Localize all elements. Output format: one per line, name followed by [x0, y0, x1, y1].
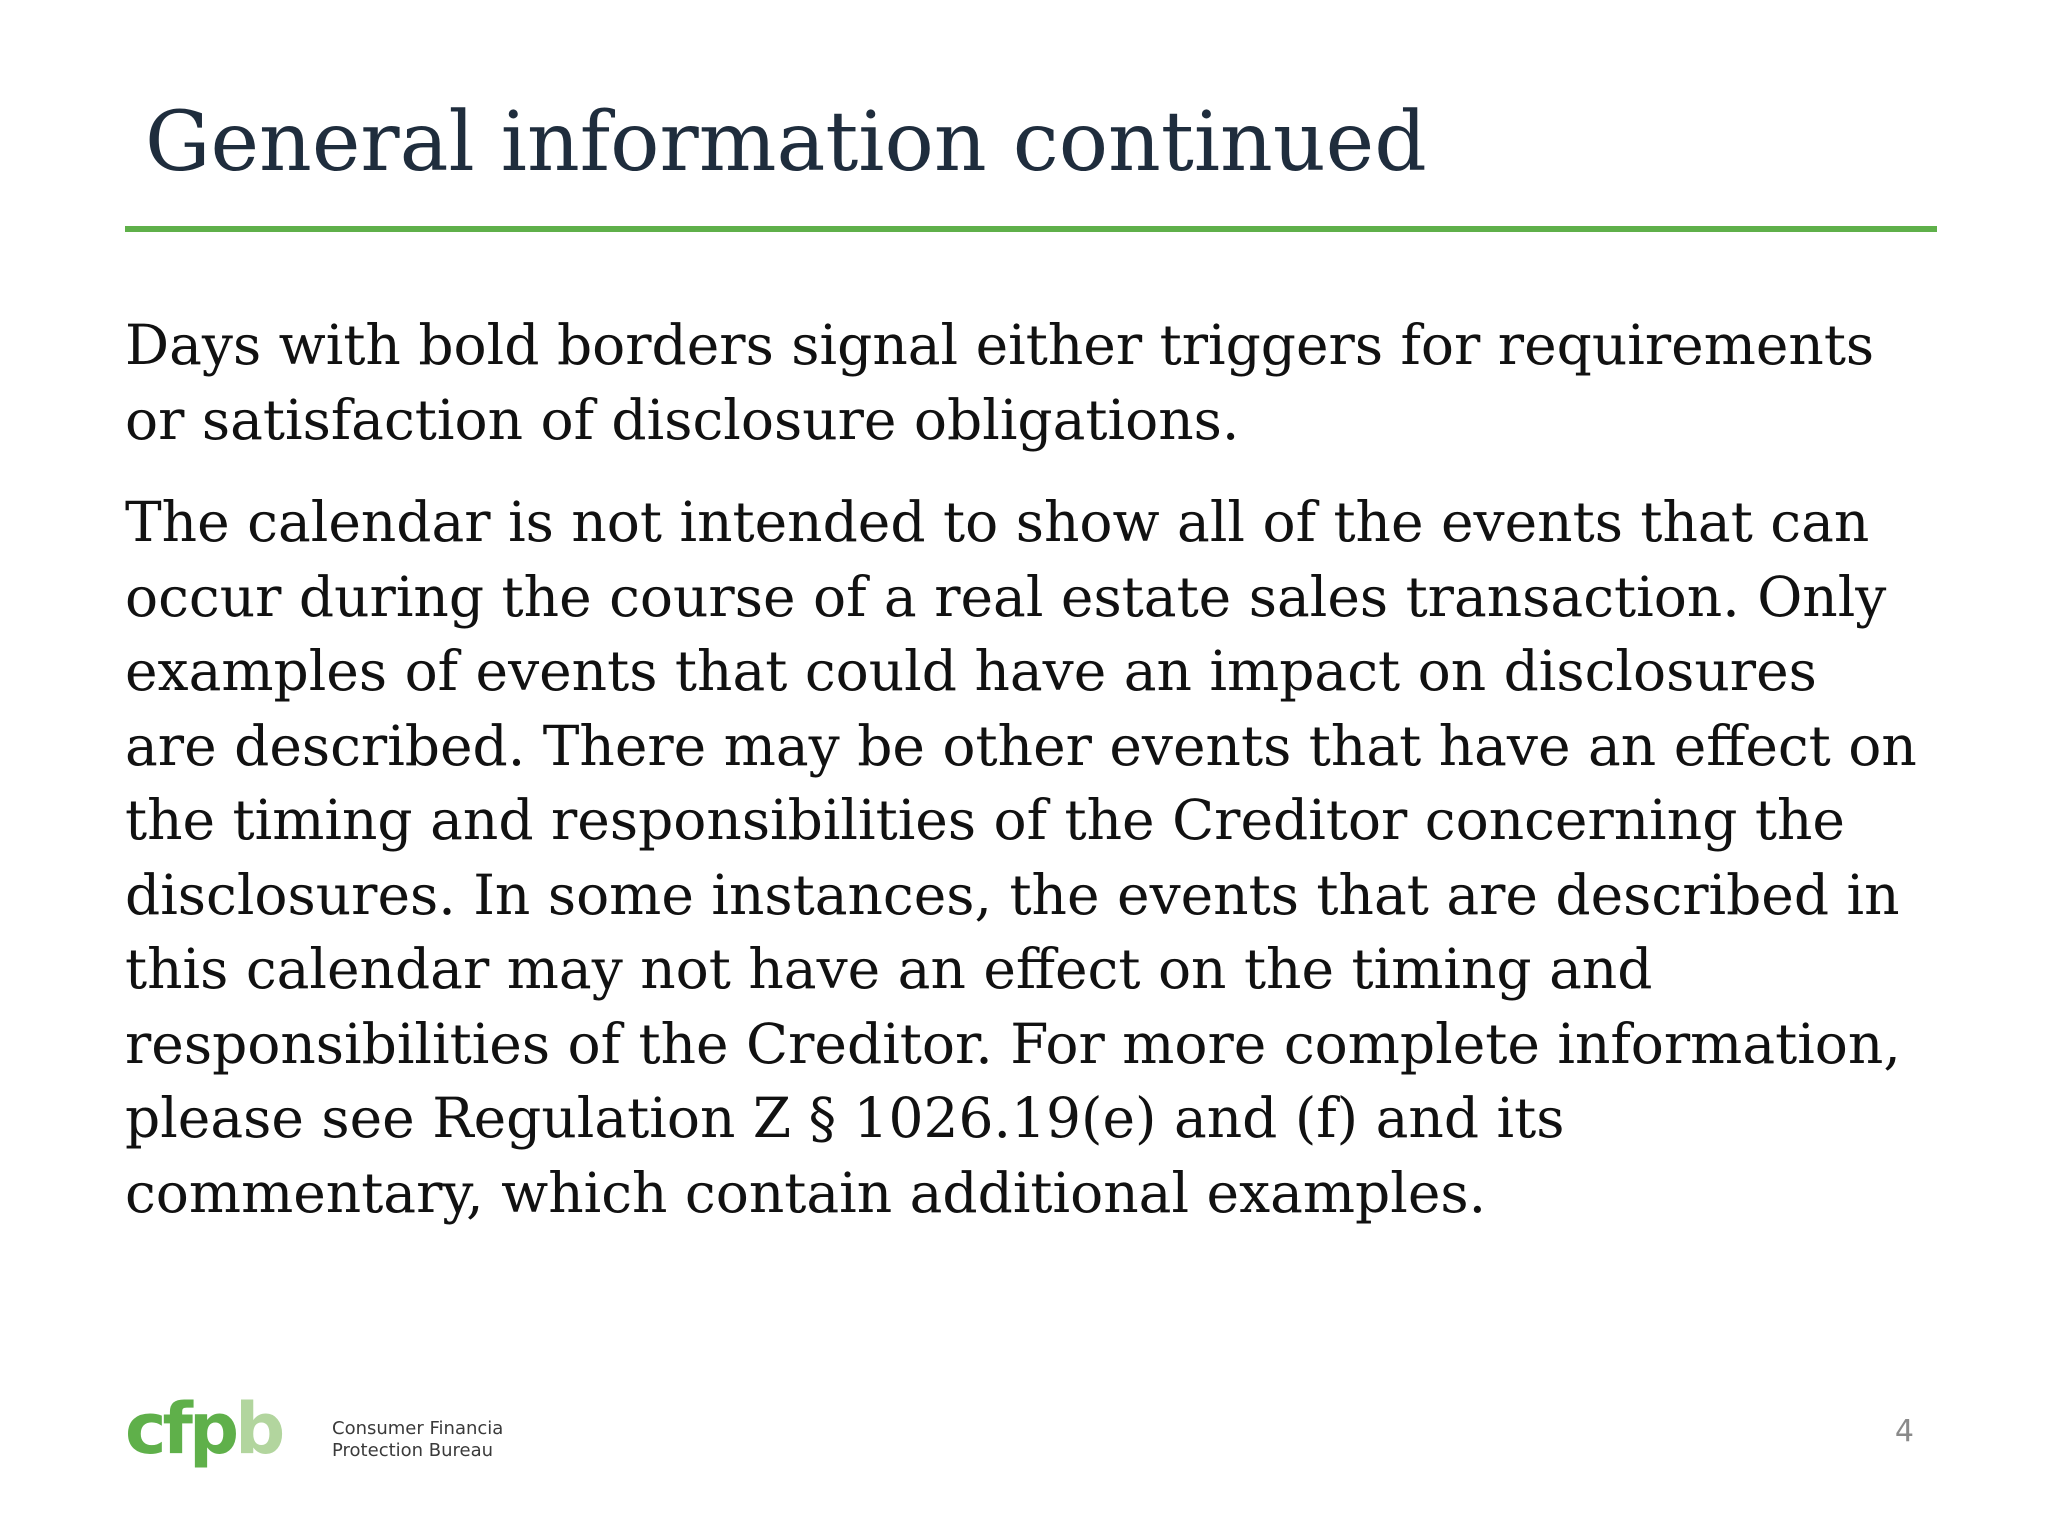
slide-title: General information continued — [145, 95, 1427, 190]
body-paragraph-1: Days with bold borders signal either triggers for requirements or satisfaction of disclosure obligations. — [125, 313, 1875, 452]
page-number: 4 — [1894, 1414, 1914, 1449]
cfpb-logo-wordmark — [332, 1418, 503, 1462]
slide-body — [125, 308, 1925, 1230]
logo-line-2: Protection Bureau — [332, 1440, 494, 1461]
cfpb-logo-mark-icon — [125, 1395, 310, 1485]
cfpb-logo — [125, 1390, 503, 1490]
svg-text:cfpb: cfpb — [125, 1395, 282, 1470]
body-paragraph-2: The calendar is not intended to show all of the events that can occur during the course of a real estate sales transaction. Only examples of events that could have an impact on disclosures are described. There may be other events that have an effect on the timing and responsibilities of the Creditor concerning the disclosures. In some instances, the events that are described in this calendar may not have an effect on the timing and responsibilities of the Creditor. For more complete information, please see Regulation Z § 1026.19(e) and (f) and its commentary, which contain additional examples. — [125, 490, 1917, 1225]
title-divider — [125, 226, 1937, 232]
logo-line-1: Consumer Financia — [332, 1418, 504, 1439]
